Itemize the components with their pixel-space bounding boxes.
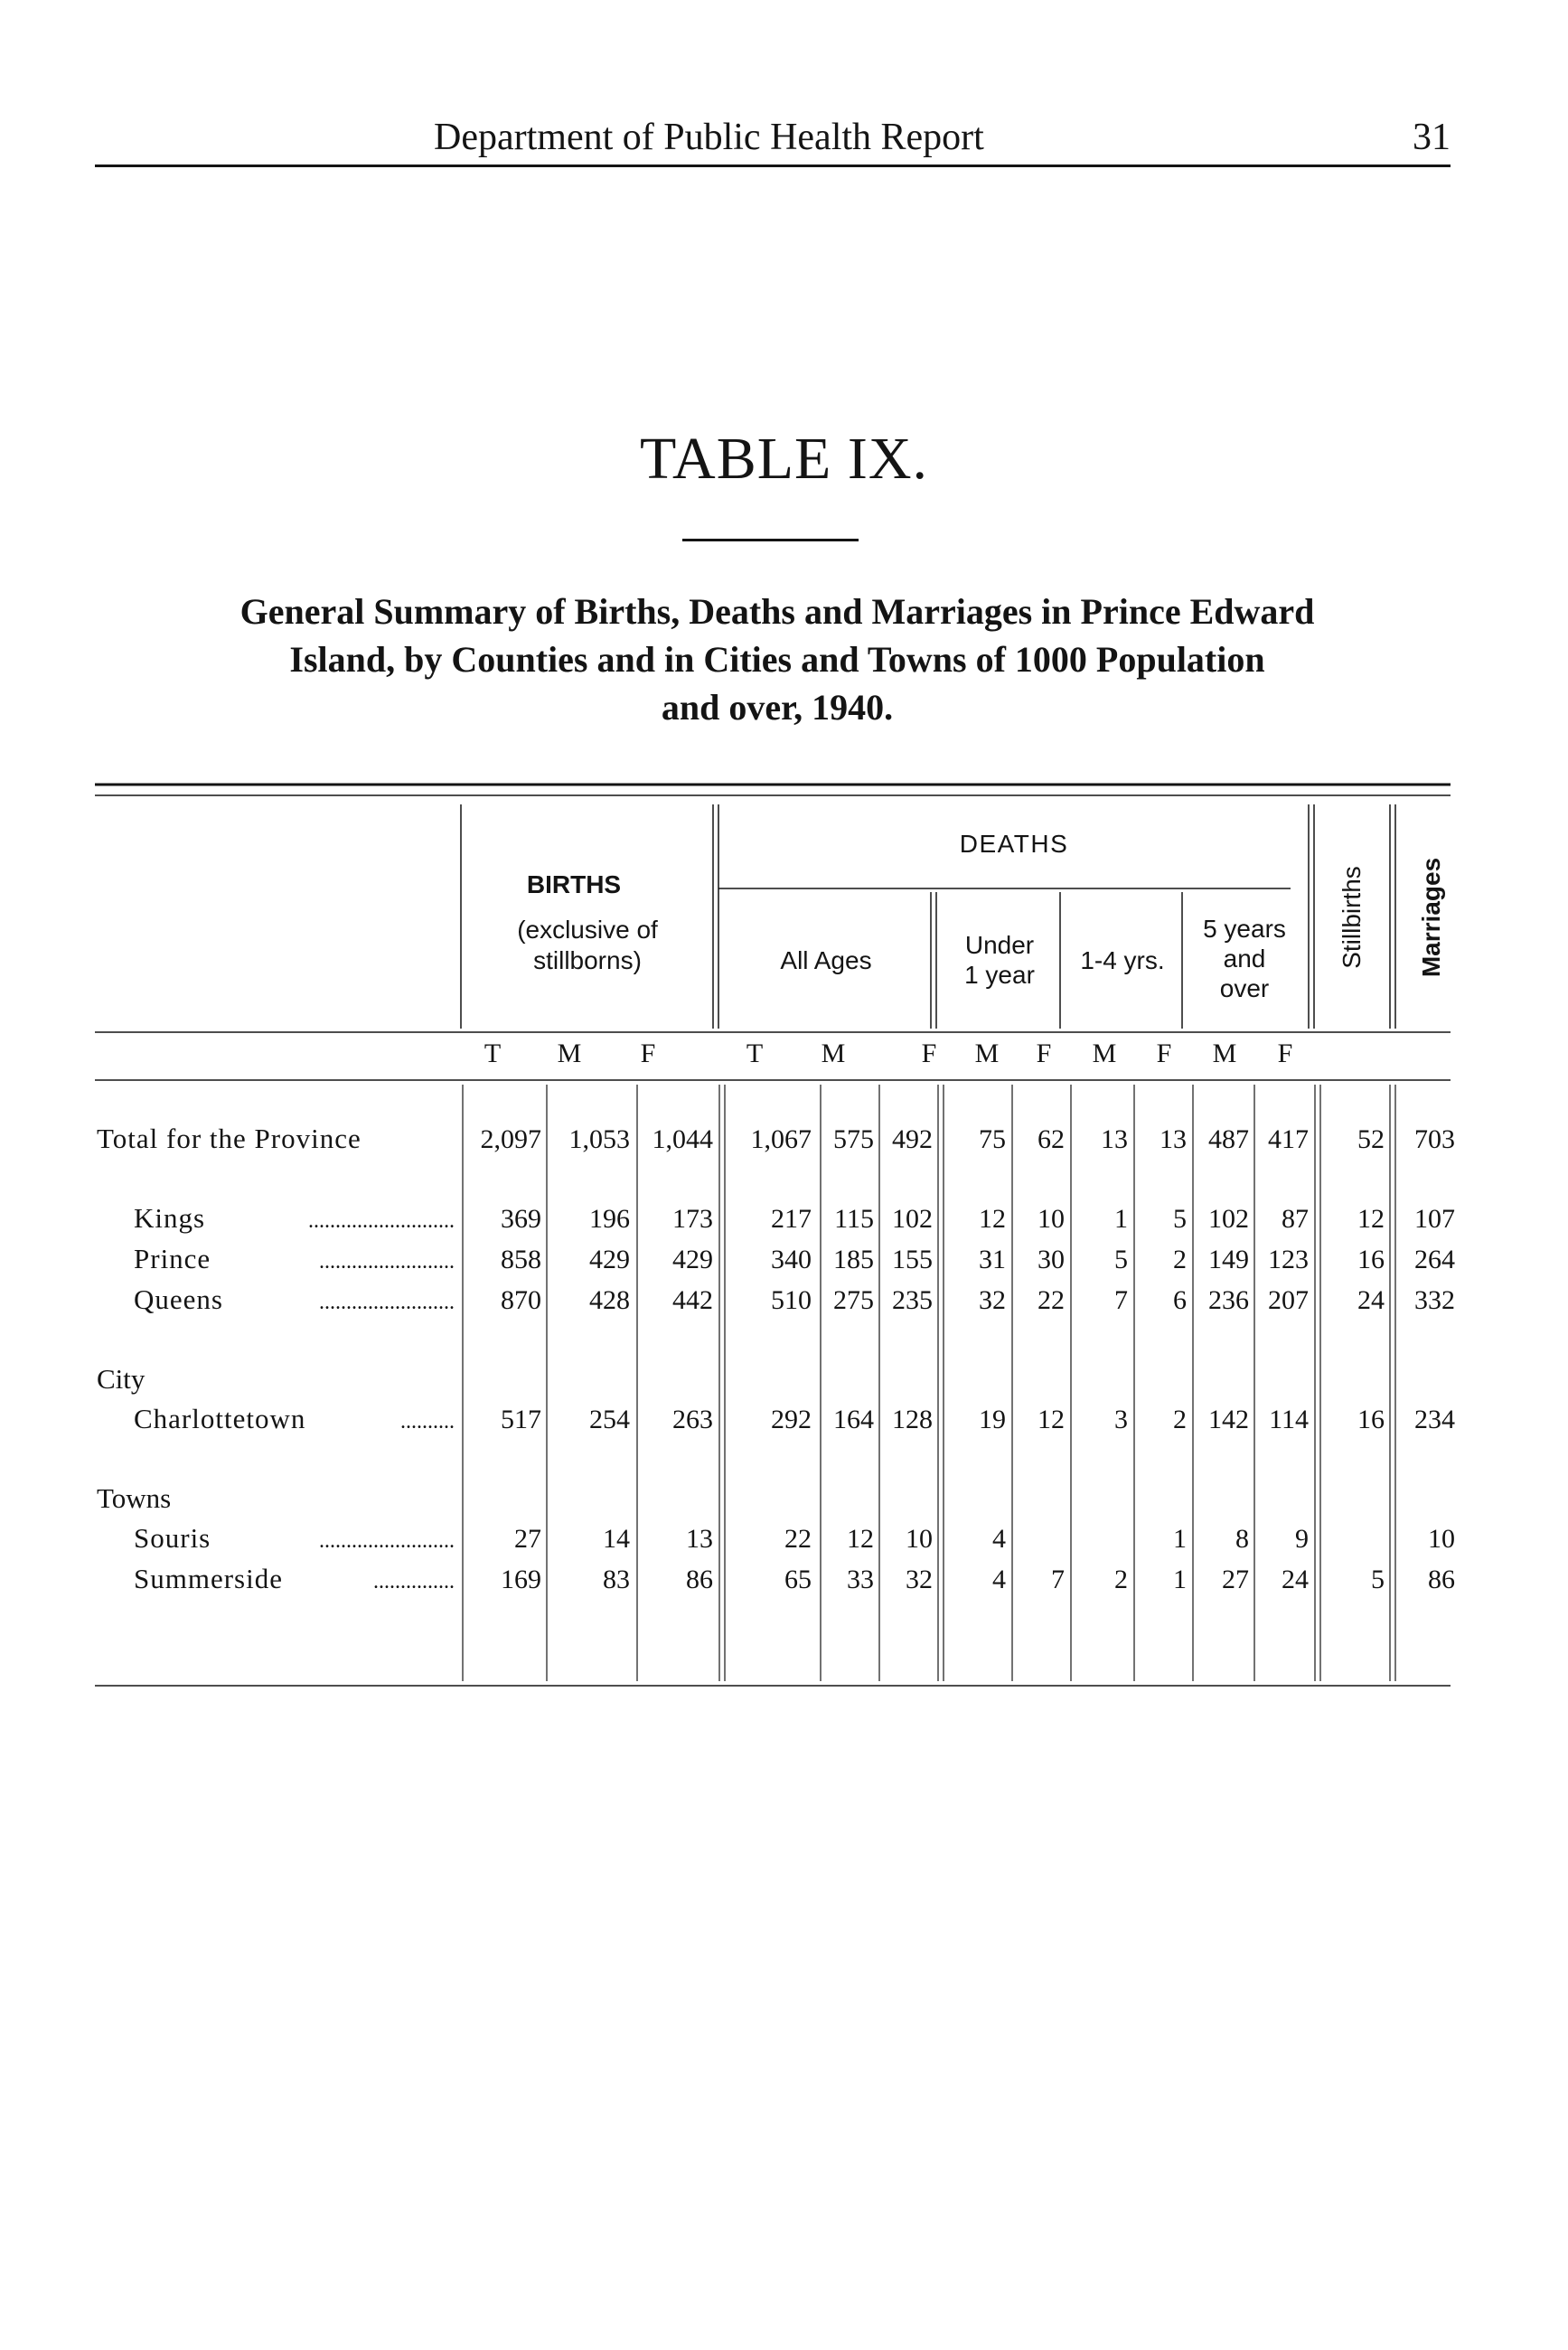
under-1-heading-line-2: 1 year [964, 961, 1035, 989]
subheader-births-m: M [557, 1039, 582, 1068]
stillbirths-heading: Stillbirths [1338, 866, 1366, 969]
cell-births-m: 429 [589, 1245, 630, 1274]
cell-births-t: 517 [501, 1405, 541, 1434]
row-label: Souris [134, 1522, 211, 1554]
cell-deaths-t: 1,067 [750, 1124, 812, 1154]
cell-births-f: 429 [672, 1245, 713, 1274]
five-plus-heading-line-1: 5 years [1203, 915, 1286, 943]
cell-under1-m: 12 [979, 1204, 1006, 1234]
cell-births-t: 169 [501, 1565, 541, 1594]
cell-age-1-4-f: 6 [1173, 1285, 1187, 1315]
leader-dots: ........................... [308, 1209, 455, 1233]
row-label: Summerside [134, 1563, 283, 1594]
cell-five-plus-m: 487 [1208, 1124, 1249, 1154]
age-1-4-heading: 1-4 yrs. [1080, 946, 1165, 974]
cell-marriages: 332 [1414, 1285, 1455, 1315]
cell-deaths-f: 32 [906, 1565, 933, 1594]
cell-stillbirths: 16 [1357, 1245, 1385, 1274]
cell-under1-m: 75 [979, 1124, 1006, 1154]
births-note-2: stillborns) [533, 946, 642, 974]
cell-under1-f: 22 [1038, 1285, 1065, 1315]
cell-births-f: 442 [672, 1285, 713, 1315]
cell-deaths-m: 33 [847, 1565, 874, 1594]
cell-under1-m: 4 [992, 1565, 1006, 1594]
cell-age-1-4-m: 2 [1114, 1565, 1128, 1594]
table-row [134, 1522, 1455, 1554]
all-ages-heading: All Ages [780, 946, 872, 974]
cell-age-1-4-f: 2 [1173, 1405, 1187, 1434]
leader-dots: ......................... [319, 1529, 455, 1553]
cell-deaths-t: 65 [784, 1565, 812, 1594]
cell-age-1-4-f: 2 [1173, 1245, 1187, 1274]
cell-age-1-4-m: 5 [1114, 1245, 1128, 1274]
cell-five-plus-f: 9 [1295, 1524, 1309, 1554]
cell-age-1-4-f: 5 [1173, 1204, 1187, 1234]
cell-births-f: 13 [686, 1524, 713, 1554]
subheader-deaths-t: T [746, 1039, 764, 1068]
cell-deaths-f: 155 [892, 1245, 933, 1274]
row-label: Total for the Province [97, 1123, 361, 1154]
cell-age-1-4-m: 13 [1101, 1124, 1128, 1154]
cell-deaths-f: 128 [892, 1405, 933, 1434]
five-plus-heading-line-2: and [1223, 945, 1266, 973]
subheader-5plus-m: M [1212, 1039, 1237, 1068]
subheader-1-4-f: F [1156, 1039, 1172, 1068]
cell-under1-f: 12 [1038, 1405, 1065, 1434]
cell-deaths-t: 510 [771, 1285, 812, 1315]
cell-under1-f: 62 [1038, 1124, 1065, 1154]
cell-age-1-4-m: 1 [1114, 1204, 1128, 1234]
cell-deaths-m: 275 [833, 1285, 874, 1315]
cell-under1-m: 32 [979, 1285, 1006, 1315]
section-label-city: City [97, 1363, 146, 1395]
deaths-heading: DEATHS [959, 830, 1069, 858]
cell-births-m: 83 [603, 1565, 630, 1594]
cell-marriages: 234 [1414, 1405, 1455, 1434]
cell-five-plus-m: 142 [1208, 1405, 1249, 1434]
cell-under1-m: 31 [979, 1245, 1006, 1274]
cell-deaths-t: 22 [784, 1524, 812, 1554]
row-label: Queens [134, 1283, 223, 1315]
cell-under1-f: 10 [1038, 1204, 1065, 1234]
under-1-heading-line-1: Under [964, 931, 1035, 959]
cell-births-t: 858 [501, 1245, 541, 1274]
cell-marriages: 10 [1428, 1524, 1455, 1554]
table-row [97, 1123, 1455, 1154]
row-label: Prince [134, 1243, 211, 1274]
section-label-towns: Towns [97, 1482, 172, 1514]
cell-five-plus-f: 417 [1268, 1124, 1309, 1154]
cell-age-1-4-f: 1 [1173, 1524, 1187, 1554]
cell-births-t: 2,097 [480, 1124, 541, 1154]
subheader-deaths-f: F [921, 1039, 937, 1068]
subheader-5plus-f: F [1277, 1039, 1293, 1068]
subheader-1-4-m: M [1092, 1039, 1117, 1068]
cell-marriages: 107 [1414, 1204, 1455, 1234]
cell-births-m: 254 [589, 1405, 630, 1434]
subheader-births-t: T [484, 1039, 502, 1068]
cell-births-f: 1,044 [652, 1124, 713, 1154]
report-title: Department of Public Health Report [434, 117, 984, 158]
cell-under1-f: 7 [1051, 1565, 1065, 1594]
marriages-heading: Marriages [1417, 857, 1445, 978]
cell-deaths-f: 492 [892, 1124, 933, 1154]
cell-deaths-m: 575 [833, 1124, 874, 1154]
table-row [134, 1243, 1455, 1274]
cell-five-plus-m: 149 [1208, 1245, 1249, 1274]
five-plus-heading-line-3: over [1219, 974, 1270, 1002]
cell-deaths-f: 102 [892, 1204, 933, 1234]
row-label: Kings [134, 1202, 206, 1234]
cell-births-m: 14 [603, 1524, 630, 1554]
cell-deaths-m: 115 [834, 1204, 874, 1234]
cell-marriages: 703 [1414, 1124, 1455, 1154]
subheader-under1-m: M [974, 1039, 1000, 1068]
caption-line-3: and over, 1940. [661, 687, 894, 728]
cell-five-plus-f: 123 [1268, 1245, 1309, 1274]
cell-births-f: 173 [672, 1204, 713, 1234]
table-row [134, 1403, 1455, 1434]
cell-age-1-4-f: 1 [1173, 1565, 1187, 1594]
cell-age-1-4-f: 13 [1160, 1124, 1187, 1154]
leader-dots: ......................... [319, 1291, 455, 1314]
subheader-births-f: F [640, 1039, 656, 1068]
cell-births-t: 870 [501, 1285, 541, 1315]
cell-five-plus-m: 236 [1208, 1285, 1249, 1315]
cell-age-1-4-m: 3 [1114, 1405, 1128, 1434]
cell-age-1-4-m: 7 [1114, 1285, 1128, 1315]
cell-deaths-t: 340 [771, 1245, 812, 1274]
cell-five-plus-f: 207 [1268, 1285, 1309, 1315]
cell-five-plus-m: 102 [1208, 1204, 1249, 1234]
table-body [97, 1123, 1455, 1594]
cell-deaths-t: 217 [771, 1204, 812, 1234]
subheader-under1-f: F [1036, 1039, 1052, 1068]
caption-line-2: Island, by Counties and in Cities and Towns of 1000 Population [289, 639, 1265, 680]
cell-deaths-m: 185 [833, 1245, 874, 1274]
births-note-1: (exclusive of [517, 916, 658, 944]
table-row [134, 1563, 1455, 1594]
subheader-deaths-m: M [821, 1039, 846, 1068]
cell-stillbirths: 52 [1357, 1124, 1385, 1154]
cell-births-m: 1,053 [568, 1124, 630, 1154]
cell-under1-f: 30 [1038, 1245, 1065, 1274]
cell-deaths-f: 10 [906, 1524, 933, 1554]
table-row [134, 1283, 1455, 1315]
cell-deaths-t: 292 [771, 1405, 812, 1434]
caption-line-1: General Summary of Births, Deaths and Marriages in Prince Edward [239, 591, 1315, 632]
cell-stillbirths: 5 [1371, 1565, 1385, 1594]
column-headers [517, 830, 1445, 1002]
page-number: 31 [1413, 117, 1451, 158]
cell-five-plus-f: 114 [1269, 1405, 1309, 1434]
cell-births-m: 428 [589, 1285, 630, 1315]
leader-dots: ............... [373, 1570, 455, 1593]
table-title: TABLE IX. [640, 426, 928, 492]
cell-births-f: 263 [672, 1405, 713, 1434]
leader-dots: ......................... [319, 1250, 455, 1274]
cell-five-plus-m: 8 [1235, 1524, 1249, 1554]
cell-births-t: 369 [501, 1204, 541, 1234]
cell-stillbirths: 16 [1357, 1405, 1385, 1434]
births-heading: BIRTHS [526, 870, 622, 898]
cell-five-plus-f: 24 [1282, 1565, 1309, 1594]
cell-stillbirths: 12 [1357, 1204, 1385, 1234]
cell-deaths-f: 235 [892, 1285, 933, 1315]
cell-marriages: 86 [1428, 1565, 1455, 1594]
cell-under1-m: 19 [979, 1405, 1006, 1434]
subheader-row [484, 1039, 1293, 1068]
cell-births-f: 86 [686, 1565, 713, 1594]
cell-deaths-m: 12 [847, 1524, 874, 1554]
row-label: Charlottetown [134, 1403, 306, 1434]
cell-births-t: 27 [514, 1524, 541, 1554]
leader-dots: .......... [400, 1410, 455, 1434]
cell-marriages: 264 [1414, 1245, 1455, 1274]
cell-deaths-m: 164 [833, 1405, 874, 1434]
cell-under1-m: 4 [992, 1524, 1006, 1554]
table-row [134, 1202, 1455, 1234]
cell-five-plus-f: 87 [1282, 1204, 1309, 1234]
cell-births-m: 196 [589, 1204, 630, 1234]
cell-five-plus-m: 27 [1222, 1565, 1249, 1594]
cell-stillbirths: 24 [1357, 1285, 1385, 1315]
